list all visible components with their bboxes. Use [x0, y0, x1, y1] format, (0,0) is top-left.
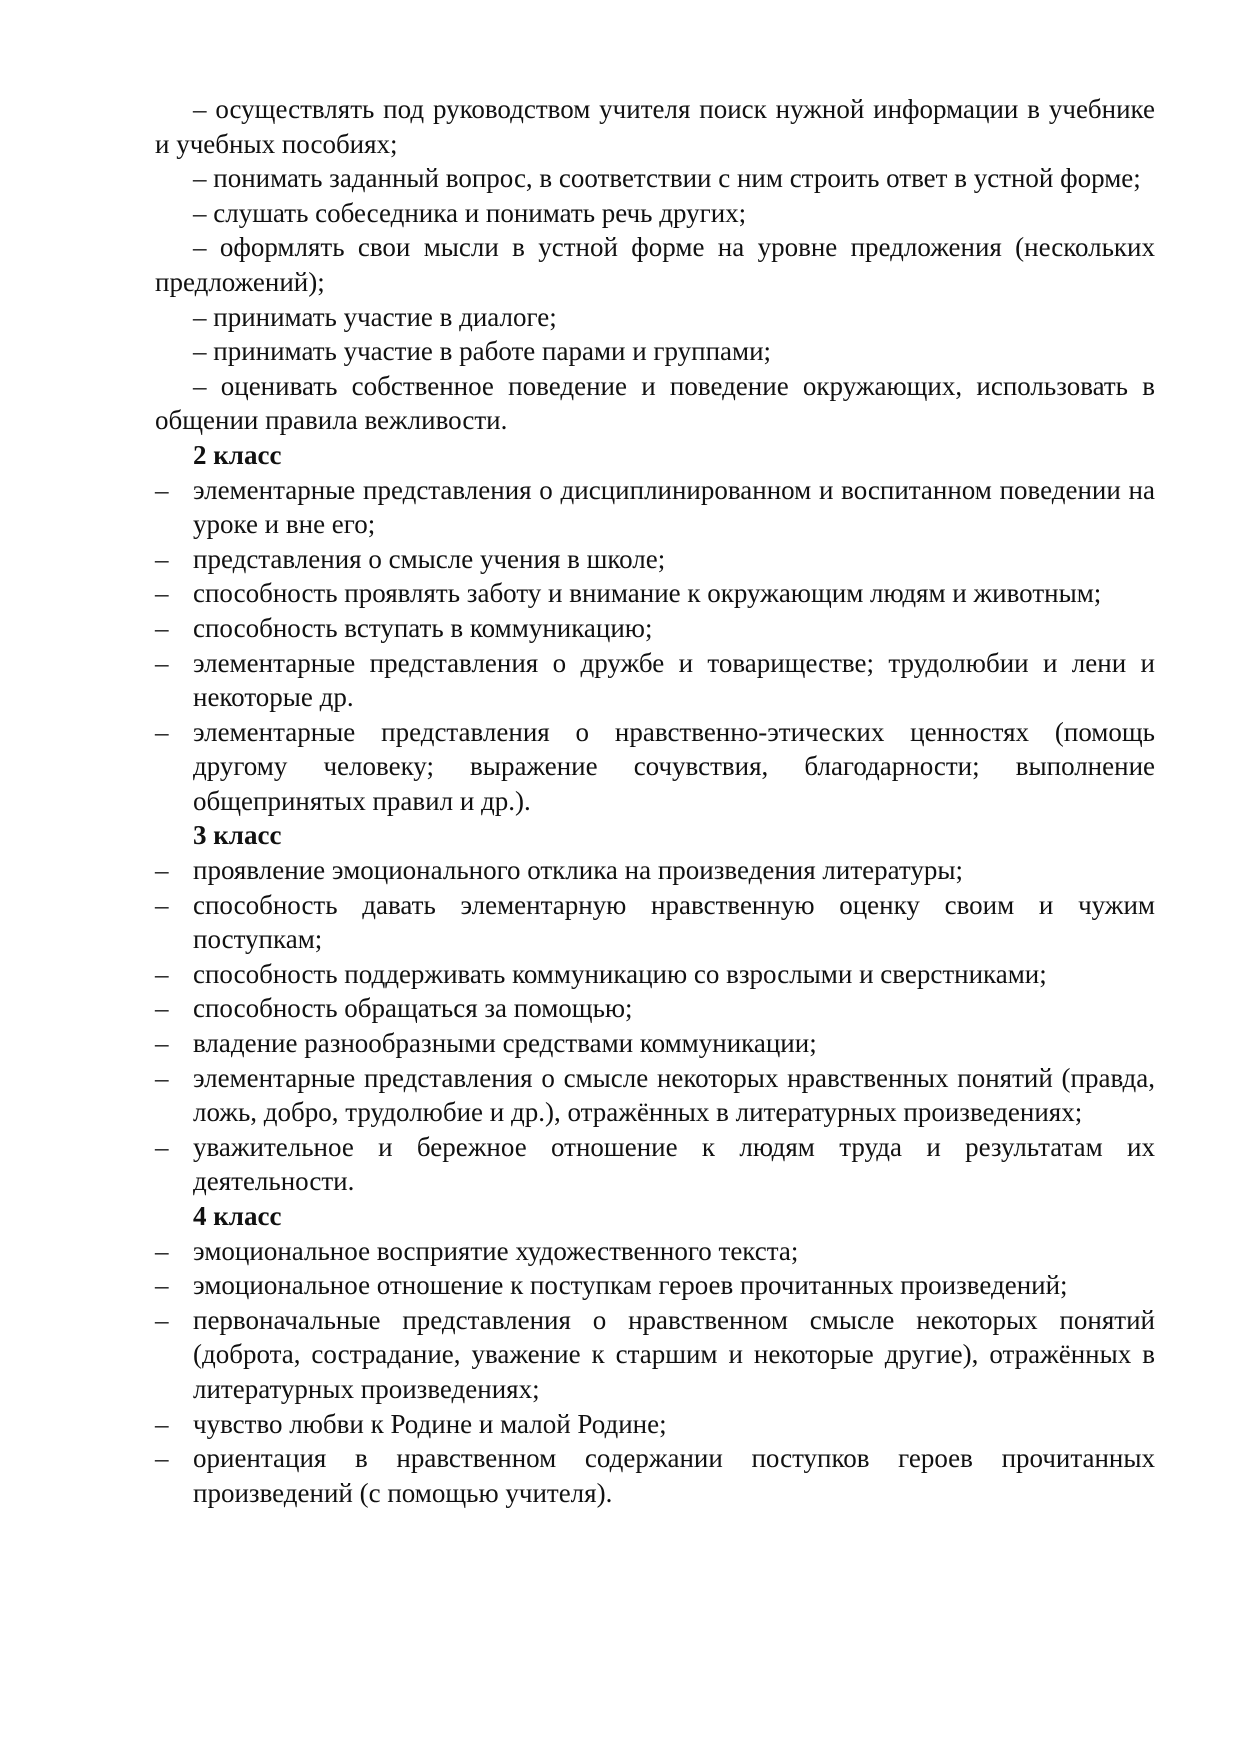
- list-item-text: способность проявлять заботу и внимание к окружающим людям и животным;: [193, 578, 1102, 609]
- dash-marker: –: [155, 1304, 169, 1335]
- list-item-text: способность обращаться за помощью;: [193, 993, 633, 1024]
- intro-item: – оценивать собственное поведение и поведение окружающих, использовать в общении правила вежливости.: [155, 370, 1155, 436]
- list-item: [155, 646, 1155, 715]
- dash-marker: –: [155, 958, 169, 989]
- list-item-text: ориентация в нравственном содержании поступков героев прочитанных произведений (с помощью учителя).: [193, 1443, 1155, 1508]
- dash-marker: –: [155, 716, 169, 747]
- document-page: [155, 92, 1155, 1510]
- dash-marker: –: [155, 474, 169, 505]
- list-item-text: эмоциональное отношение к поступкам героев прочитанных произведений;: [193, 1270, 1068, 1301]
- dash-marker: –: [155, 993, 169, 1024]
- list-item-text: способность поддерживать коммуникацию со взрослыми и сверстниками;: [193, 958, 1047, 989]
- dash-marker: –: [155, 855, 169, 886]
- list-item: [155, 1130, 1155, 1199]
- dash-marker: –: [155, 1408, 169, 1439]
- list-item-text: чувство любви к Родине и малой Родине;: [193, 1408, 667, 1439]
- list-item: [155, 542, 1155, 577]
- grade-2-section: [155, 438, 1155, 819]
- list-item: [155, 1026, 1155, 1061]
- list-item: [155, 853, 1155, 888]
- list-item: [155, 715, 1155, 819]
- intro-item: – слушать собеседника и понимать речь других;: [193, 197, 747, 228]
- list-item-text: уважительное и бережное отношение к людям труда и результатам их деятельности.: [193, 1131, 1155, 1197]
- dash-marker: –: [155, 647, 169, 678]
- list-item: [155, 1441, 1155, 1510]
- list-item: [155, 611, 1155, 646]
- intro-item: – понимать заданный вопрос, в соответствии с ним строить ответ в устной форме;: [193, 163, 1141, 194]
- list-item: [155, 991, 1155, 1026]
- grade-2-heading: 2 класс: [193, 439, 282, 470]
- list-item: [155, 1407, 1155, 1442]
- list-item: [155, 576, 1155, 611]
- list-item: [155, 1303, 1155, 1407]
- dash-marker: –: [155, 1443, 169, 1474]
- list-item-text: способность давать элементарную нравственную оценку своим и чужим поступкам;: [193, 889, 1155, 955]
- list-item-text: элементарные представления о дружбе и товариществе; трудолюбии и лени и некоторые др.: [193, 647, 1155, 713]
- grade-3-heading: 3 класс: [193, 820, 282, 851]
- list-item-text: проявление эмоционального отклика на произведения литературы;: [193, 855, 963, 886]
- list-item-text: владение разнообразными средствами коммуникации;: [193, 1028, 817, 1059]
- dash-marker: –: [155, 1062, 169, 1093]
- dash-marker: –: [155, 1131, 169, 1162]
- dash-marker: –: [155, 543, 169, 574]
- dash-marker: –: [155, 1028, 169, 1059]
- intro-item: – принимать участие в диалоге;: [193, 301, 557, 332]
- dash-marker: –: [155, 612, 169, 643]
- grade-4-heading: 4 класс: [193, 1201, 282, 1231]
- list-item: [155, 1234, 1155, 1269]
- list-item-text: первоначальные представления о нравственном смысле некоторых понятий (доброта, сострадание, уважение к старшим и некоторые другие), отражённых в литературных произведениях;: [193, 1304, 1155, 1404]
- intro-item: – осуществлять под руководством учителя поиск нужной информации в учебнике и учебных пособиях;: [155, 94, 1155, 159]
- list-item-text: эмоциональное восприятие художественного текста;: [193, 1235, 799, 1266]
- list-item-text: представления о смысле учения в школе;: [193, 543, 666, 574]
- list-item-text: элементарные представления о нравственно-этических ценностях (помощь другому человеку; выражение сочувствия, благодарности; выполнение общепринятых правил и др.).: [193, 716, 1155, 816]
- dash-marker: –: [155, 889, 169, 920]
- dash-marker: –: [155, 1270, 169, 1301]
- list-item: [155, 1268, 1155, 1303]
- dash-marker: –: [155, 1235, 169, 1266]
- intro-item: – оформлять свои мысли в устной форме на уровне предложения (нескольких предложений);: [155, 232, 1155, 297]
- list-item: [155, 957, 1155, 992]
- list-item: [155, 473, 1155, 542]
- grade-4-section: [155, 1199, 1155, 1510]
- grade-3-section: [155, 818, 1155, 1199]
- list-item: [155, 1061, 1155, 1130]
- list-item-text: элементарные представления о дисциплинированном и воспитанном поведении на уроке и вне его;: [193, 474, 1155, 540]
- list-item-text: элементарные представления о смысле некоторых нравственных понятий (правда, ложь, добро, трудолюбие и др.), отражённых в литературных произведениях;: [193, 1062, 1155, 1128]
- intro-item: – принимать участие в работе парами и группами;: [193, 336, 772, 367]
- list-item-text: способность вступать в коммуникацию;: [193, 612, 653, 643]
- list-item: [155, 888, 1155, 957]
- dash-marker: –: [155, 578, 169, 609]
